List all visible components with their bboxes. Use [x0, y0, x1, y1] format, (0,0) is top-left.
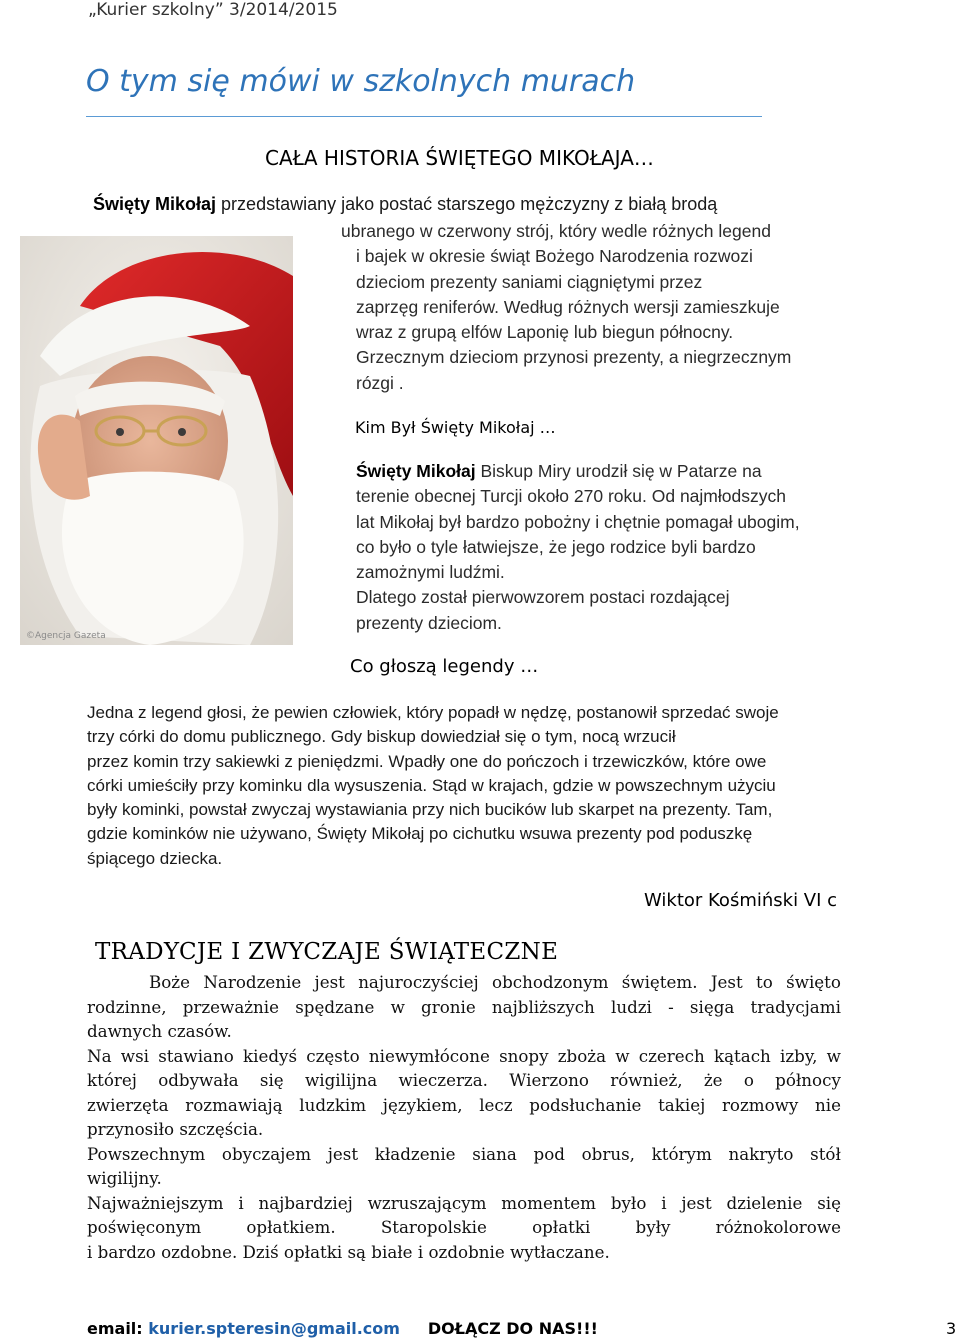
intro-line: wraz z grupą elfów Laponię lub biegun północny. — [356, 322, 734, 343]
legend-paragraph — [87, 701, 779, 871]
lead-line — [93, 194, 717, 215]
article-title: CAŁA HISTORIA ŚWIĘTEGO MIKOŁAJA… — [265, 146, 654, 170]
running-header: „Kurier szkolny” 3/2014/2015 — [88, 0, 338, 20]
footer — [87, 1319, 598, 1338]
tradycje-line: poświęconym opłatkiem. Staropolskie opłatki były różnokolorowe — [87, 1217, 841, 1237]
tradycje-line: i bardzo ozdobne. Dziś opłatki są białe i ozdobnie wytłaczane. — [87, 1241, 610, 1262]
photo-credit: ©Agencja Gazeta — [26, 631, 106, 641]
tradycje-title: TRADYCJE I ZWYCZAJE ŚWIĄTECZNE — [95, 939, 559, 965]
intro-line: Grzecznym dzieciom przynosi prezenty, a niegrzecznym — [356, 347, 792, 368]
tradycje-line: Najważniejszym i najbardziej wzruszającym momentem było i jest dzielenie się — [87, 1192, 841, 1213]
article-author: Wiktor Kośmiński VI c — [644, 890, 838, 911]
bio-bold: Święty Mikołaj — [356, 461, 476, 481]
bio-line: Dlatego został pierwowzorem postaci rozdającej — [356, 587, 730, 608]
intro-line: zaprzęg reniferów. Według różnych wersji zamieszkuje — [356, 296, 780, 317]
tradycje-line: przynosiło szczęścia. — [87, 1119, 264, 1139]
intro-line: rózgi . — [356, 372, 404, 393]
intro-line: ubranego w czerwony strój, który wedle różnych legend — [341, 221, 771, 241]
tradycje-line: zwierzęta rozmawiają ludzkim językiem, lecz podsłuchanie takiej rozmowy nie — [87, 1094, 841, 1115]
tradycje-line: dawnych czasów. — [87, 1021, 232, 1041]
bio-line — [356, 459, 956, 484]
legend-line: córki umieściły przy kominku dla wysuszenia. Stąd w krajach, gdzie w powszechnym użyciu — [87, 775, 776, 795]
bio-line: zamożnymi ludźmi. — [356, 562, 505, 583]
title-rule — [86, 116, 762, 117]
bio-paragraph — [356, 459, 956, 636]
tradycje-line: Boże Narodzenie jest najuroczyściej obchodzonym świętem. Jest to święto — [149, 972, 841, 992]
intro-paragraph — [341, 219, 956, 396]
subheading-kim: Kim Był Święty Mikołaj … — [355, 418, 556, 437]
subheading-legendy: Co głoszą legendy … — [350, 656, 539, 677]
legend-line: gdzie kominków nie używano, Święty Mikołaj po cichutku wsuwa prezenty pod poduszkę — [87, 824, 753, 844]
intro-line: i bajek w okresie świąt Bożego Narodzenia rozwozi — [356, 246, 753, 267]
page-number: 3 — [946, 1319, 957, 1338]
legend-line: śpiącego dziecka. — [87, 848, 223, 868]
footer-email-label: email: — [87, 1319, 149, 1338]
legend-line: były kominki, powstał zwyczaj wystawiania przy nich bucików lub skarpet na prezenty. Tam, — [87, 800, 773, 820]
bio-line: prezenty dzieciom. — [356, 612, 502, 633]
legend-line: przez komin trzy sakiewki z pieniędzmi. Wpadły one do pończoch i trzewiczków, które owe — [87, 751, 767, 771]
tradycje-paragraph — [87, 970, 841, 1264]
footer-email-link[interactable]: kurier.spteresin@gmail.com — [148, 1319, 400, 1338]
bio-line: terenie obecnej Turcji około 270 roku. Od najmłodszych — [356, 486, 786, 507]
tradycje-line: Na wsi stawiano kiedyś często niewymłócone snopy zboża w czerech kątach izby, w — [87, 1045, 841, 1066]
bio-first-rest: Biskup Miry urodził się w Patarze na — [475, 461, 762, 481]
bio-line: lat Mikołaj był bardzo pobożny i chętnie pomagał ubogim, — [356, 511, 800, 532]
intro-line: dzieciom prezenty saniami ciągniętymi przez — [356, 271, 703, 292]
santa-photo — [20, 236, 293, 645]
lead-bold: Święty Mikołaj — [93, 194, 217, 214]
section-title: O tym się mówi w szkolnych murach — [86, 64, 636, 99]
tradycje-line: wigilijny. — [87, 1168, 162, 1188]
legend-line: Jedna z legend głosi, że pewien człowiek, który popadł w nędzę, postanowił sprzedać swoje — [87, 703, 779, 722]
footer-join: DOŁĄCZ DO NAS!!! — [427, 1319, 598, 1338]
tradycje-line: rodzinne, przeważnie spędzane w gronie najbliższych ludzi - sięga tradycjami — [87, 996, 841, 1017]
tradycje-line: Powszechnym obyczajem jest kładzenie siana pod obrus, którym nakryto stół — [87, 1143, 841, 1164]
lead-rest: przedstawiany jako postać starszego mężczyzny z białą brodą — [216, 194, 718, 214]
bio-line: co było o tyle łatwiejsze, że jego rodzice byli bardzo — [356, 536, 756, 557]
legend-line: trzy córki do domu publicznego. Gdy biskup dowiedział się o tym, nocą wrzucił — [87, 727, 676, 747]
tradycje-line: której odbywała się wigilijna wieczerza. Wierzono również, że o północy — [87, 1070, 841, 1090]
